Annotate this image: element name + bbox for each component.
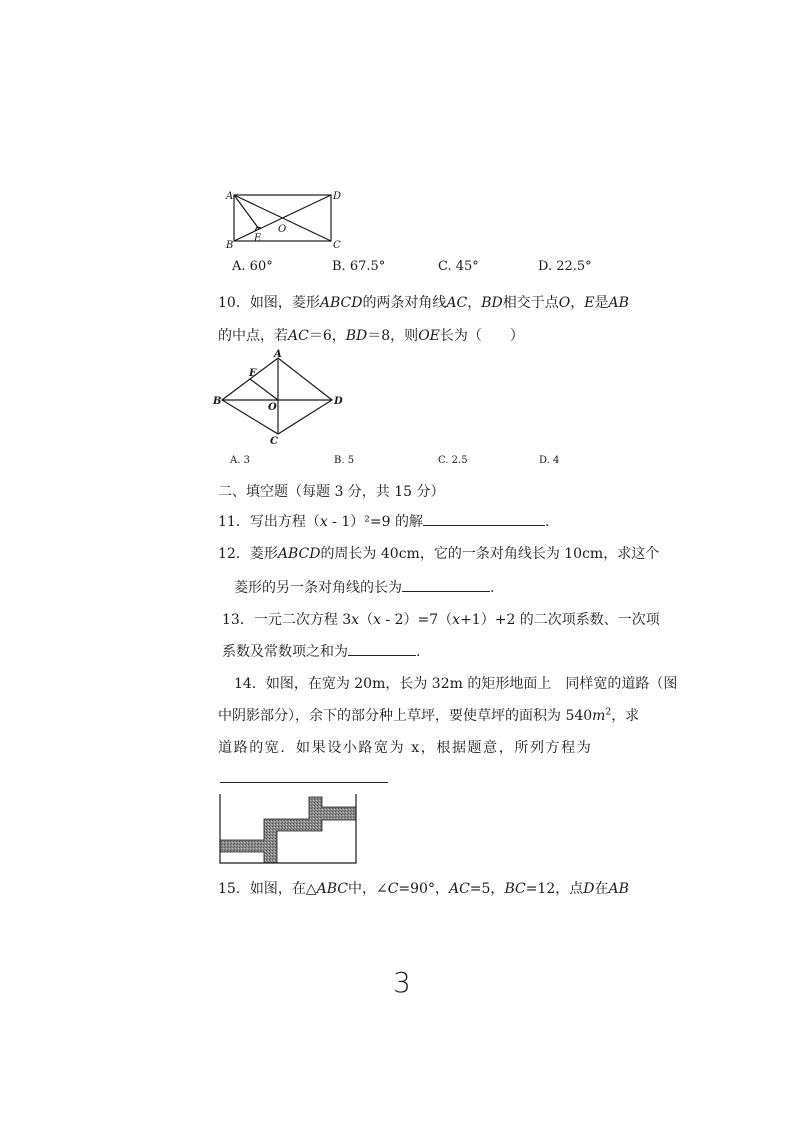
option-key: C.	[438, 259, 452, 274]
text: AB	[608, 295, 629, 311]
q10-line1	[218, 292, 629, 312]
option-value: 5	[347, 455, 355, 466]
q10-option-c	[438, 455, 468, 466]
text: AC	[448, 881, 470, 897]
q11	[218, 511, 549, 531]
text: O	[558, 295, 571, 311]
option-value: 4	[553, 455, 560, 466]
label-e: E	[254, 233, 262, 244]
text: 中，∠	[347, 881, 388, 897]
text: =90°，	[398, 881, 449, 897]
q9-option-c	[438, 259, 479, 274]
option-value: 2.5	[451, 455, 468, 466]
text: BD	[481, 295, 503, 311]
segment-ae	[234, 195, 259, 229]
text: AC	[288, 328, 309, 344]
text: 的周长为 40cm，它的一条对角线长为 10cm，求这个	[320, 546, 660, 562]
text: x	[351, 612, 360, 628]
q10-option-d	[539, 455, 559, 466]
answer-blank[interactable]	[423, 511, 545, 526]
text: x	[452, 612, 461, 628]
q13-line2	[222, 641, 420, 661]
q14-line1: 14．如图，在宽为 20m，长为 32m 的矩形地面上 同样宽的道路（图	[234, 676, 678, 692]
text: ABC	[316, 881, 348, 897]
section-heading: 二、填空题（每题 3 分，共 15 分）	[218, 484, 445, 500]
page-number: 3	[393, 966, 411, 999]
q9-option-a	[232, 259, 273, 274]
text: C	[387, 881, 399, 897]
text: 长为（ ）	[439, 328, 524, 344]
segment-oe	[250, 379, 278, 400]
text: ＝8，则	[367, 328, 419, 344]
label-d: D	[334, 396, 343, 407]
q15	[218, 878, 629, 898]
rhombus-outline	[222, 358, 332, 434]
text: 在	[594, 881, 609, 897]
text: 系数及常数项之和为	[222, 644, 348, 660]
text: 是	[594, 295, 609, 311]
text: .	[490, 580, 495, 596]
q14-line2	[218, 705, 639, 725]
label-b: B	[226, 240, 234, 250]
text: AB	[608, 881, 629, 897]
text: x	[373, 612, 381, 628]
option-key: B.	[334, 455, 345, 466]
label-d: D	[333, 191, 342, 202]
option-key: D.	[538, 259, 553, 274]
q13-line1	[222, 609, 660, 629]
option-key: B.	[332, 259, 346, 274]
label-o: O	[268, 402, 277, 413]
q10-line2	[218, 325, 524, 345]
option-value: 45°	[455, 259, 479, 274]
text: 11．写出方程（	[218, 514, 320, 530]
text: 的两条对角线	[362, 295, 447, 311]
q14-line3: 道路的宽．如果设小路宽为 x，根据题意，所列方程为	[218, 740, 593, 756]
text: ＝6，	[308, 328, 346, 344]
text: - 1）²=9 的解	[327, 514, 423, 530]
figure-rectangle-abcd	[222, 188, 344, 250]
text: ，	[467, 295, 482, 311]
label-a: A	[274, 349, 282, 360]
text: ABCD	[319, 295, 363, 311]
text: ABCD	[277, 546, 321, 562]
q10-option-b	[334, 455, 354, 466]
q14-answer-blank[interactable]	[220, 782, 388, 783]
option-value: 22.5°	[556, 259, 592, 274]
text: +1）+2 的二次项系数、一次项	[460, 612, 660, 628]
text: .	[416, 644, 421, 660]
figure-road-layout	[218, 793, 360, 865]
text: ，求	[611, 708, 640, 724]
text: =12，点	[525, 881, 584, 897]
answer-blank[interactable]	[402, 577, 490, 592]
text: =5，	[469, 881, 505, 897]
label-c: C	[270, 436, 278, 446]
option-value: 60°	[249, 259, 273, 274]
text: 13．一元二次方程 3	[222, 612, 352, 628]
text: E	[584, 295, 595, 311]
figure-rhombus-abcd	[210, 348, 350, 446]
text: 的中点，若	[218, 328, 288, 344]
text: 15．如图，在△	[218, 881, 317, 897]
option-value: 3	[243, 455, 250, 466]
label-o: O	[278, 224, 287, 235]
option-key: A.	[230, 455, 241, 466]
text: D	[583, 881, 595, 897]
option-key: A.	[232, 259, 246, 274]
option-key: C.	[438, 455, 449, 466]
text: .	[544, 514, 550, 530]
shaded-road	[220, 797, 356, 863]
text: BC	[504, 881, 526, 897]
text: 菱形的另一条对角线的长为	[234, 580, 402, 596]
q10-option-a	[230, 455, 250, 466]
text: BD	[345, 328, 368, 344]
q12-line2	[234, 577, 494, 597]
label-e: E	[249, 368, 257, 379]
text: 中阴影部分），余下的部分种上草坪，要使草坪的面积为 540	[218, 708, 593, 724]
label-a: A	[226, 191, 234, 202]
text: ，	[570, 295, 585, 311]
text: AC	[446, 295, 468, 311]
q9-option-b	[332, 259, 385, 274]
label-c: C	[333, 240, 341, 250]
text: OE	[418, 328, 440, 344]
text: - 2）=7（	[380, 612, 453, 628]
text: （	[359, 612, 374, 628]
text: 10．如图，菱形	[218, 295, 320, 311]
answer-blank[interactable]	[348, 641, 416, 656]
text: m	[592, 708, 606, 724]
q12-line1	[218, 543, 659, 563]
q9-option-d	[538, 259, 592, 274]
text: 2	[605, 707, 612, 718]
text: 相交于点	[502, 295, 559, 311]
text: x	[319, 514, 328, 530]
text: 12．菱形	[218, 546, 278, 562]
label-b: B	[213, 396, 222, 407]
option-value: 67.5°	[349, 259, 386, 274]
option-key: D.	[539, 455, 550, 466]
